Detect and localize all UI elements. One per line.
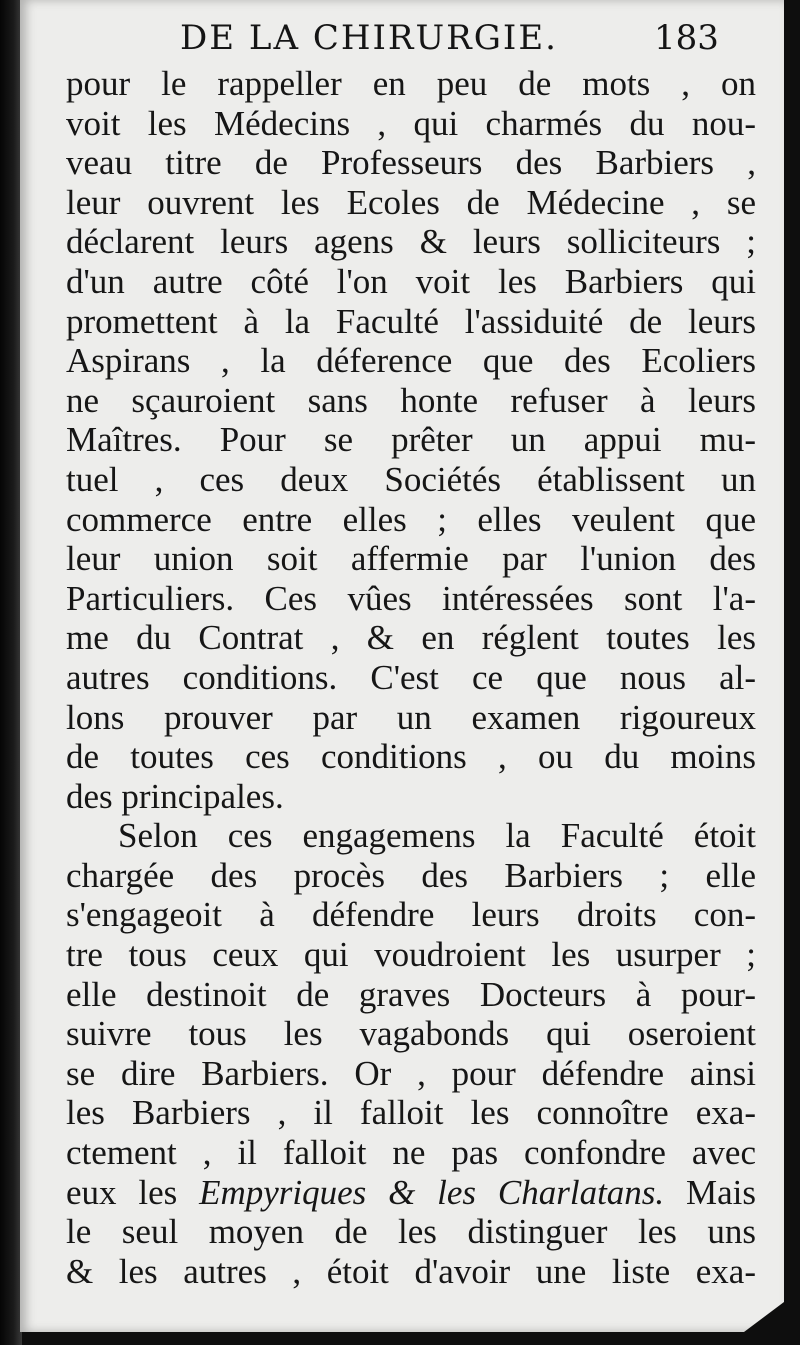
book-page <box>20 0 784 1332</box>
text-line: de toutes ces conditions , ou du moins <box>66 737 756 777</box>
text-line: Maîtres. Pour se prêter un appui mu- <box>66 420 756 460</box>
text-line: les Barbiers , il falloit les connoître exa- <box>66 1093 756 1133</box>
text-line: Aspirans , la déference que des Ecoliers <box>66 341 756 381</box>
page-header <box>20 12 784 62</box>
text-line: voit les Médecins , qui charmés du nou- <box>66 103 756 143</box>
paragraph-1 <box>66 64 756 816</box>
text-line: suivre tous les vagabonds qui oseroient <box>66 1014 756 1054</box>
text-line: veau titre de Professeurs des Barbiers , <box>66 143 756 183</box>
text-line: chargée des procès des Barbiers ; elle <box>66 855 756 895</box>
running-title: DE LA CHIRURGIE. <box>180 18 558 58</box>
text-line: pour le rappeller en peu de mots , on <box>66 64 756 103</box>
text-run: Mais <box>664 1172 757 1212</box>
text-line: elle destinoit de graves Docteurs à pour- <box>66 974 756 1014</box>
text-run: eux les <box>66 1172 200 1212</box>
text-line: leur ouvrent les Ecoles de Médecine , se <box>66 182 756 222</box>
paragraph-2 <box>66 816 756 1291</box>
scan-border <box>0 0 22 1345</box>
text-line: tre tous ceux qui voudroient les usurper ; <box>66 935 756 975</box>
text-line: commerce entre elles ; elles veulent que <box>66 499 756 539</box>
page-corner-shadow <box>744 1302 784 1332</box>
text-line: des principales. <box>66 776 284 816</box>
page-number: 183 <box>654 18 719 58</box>
text-line: me du Contrat , & en réglent toutes les <box>66 618 756 658</box>
text-line: Particuliers. Ces vûes intéressées sont l'a- <box>66 578 756 618</box>
text-line: lons prouver par un examen rigoureux <box>66 697 756 737</box>
text-line: & les autres , étoit d'avoir une liste exa- <box>66 1251 756 1291</box>
text-line: déclarent leurs agens & leurs solliciteurs ; <box>66 222 756 262</box>
text-line: se dire Barbiers. Or , pour défendre ainsi <box>66 1053 756 1093</box>
text-line: ctement , il falloit ne pas confondre avec <box>66 1133 756 1173</box>
text-line: promettent à la Faculté l'assiduité de leurs <box>66 301 756 341</box>
text-line: tuel , ces deux Sociétés établissent un <box>66 459 756 499</box>
text-line: d'un autre côté l'on voit les Barbiers qui <box>66 261 756 301</box>
text-line: le seul moyen de les distinguer les uns <box>66 1212 756 1252</box>
text-line: autres conditions. C'est ce que nous al- <box>66 657 756 697</box>
body-text <box>66 64 756 1291</box>
text-line: s'engageoit à défendre leurs droits con- <box>66 895 756 935</box>
italic-phrase: Empyriques & les Charlatans. <box>199 1172 665 1212</box>
text-line: ne sçauroient sans honte refuser à leurs <box>66 380 756 420</box>
text-line: Selon ces engagemens la Faculté étoit <box>118 816 756 856</box>
text-line-with-italic <box>66 1173 756 1213</box>
text-line: leur union soit affermie par l'union des <box>66 539 756 579</box>
